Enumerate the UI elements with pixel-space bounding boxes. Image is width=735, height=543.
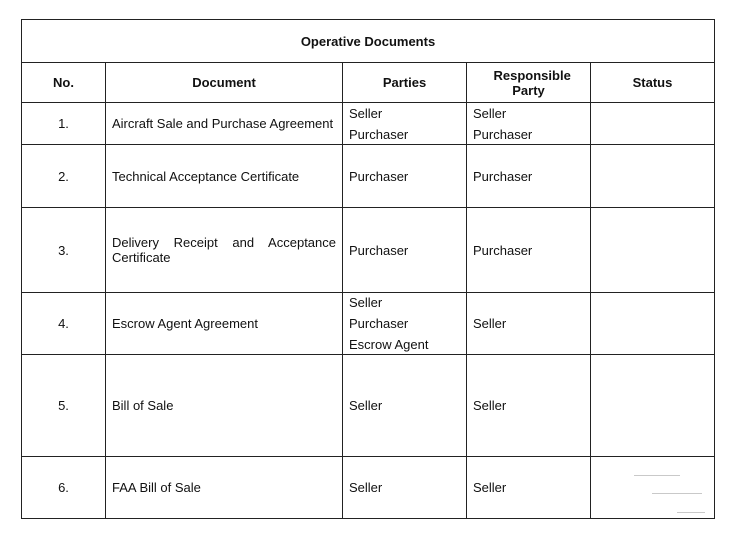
header-no: No. [22,63,106,103]
row-6-no: 6. [22,457,106,518]
table-title: Operative Documents [22,20,714,63]
row-1-status [591,103,714,145]
header-responsible-party: Responsible Party [467,63,591,103]
row-5-document: Bill of Sale [106,355,343,457]
row-6-status [591,457,714,518]
row-5-parties: Seller [343,355,467,457]
row-4-responsible: Seller [467,293,591,355]
row-6-parties: Seller [343,457,467,518]
table-grid [22,63,714,518]
row-6-responsible: Seller [467,457,591,518]
row-3-responsible: Purchaser [467,208,591,293]
row-1-document: Aircraft Sale and Purchase Agreement [106,103,343,145]
row-5-responsible: Seller [467,355,591,457]
row-5-status [591,355,714,457]
row-4-no: 4. [22,293,106,355]
row-4-status [591,293,714,355]
row-4-parties: Seller Purchaser Escrow Agent [343,293,467,355]
row-1-responsible: Seller Purchaser [467,103,591,145]
row-3-parties: Purchaser [343,208,467,293]
row-5-no: 5. [22,355,106,457]
row-4-document: Escrow Agent Agreement [106,293,343,355]
row-3-status [591,208,714,293]
row-2-parties: Purchaser [343,145,467,208]
row-2-responsible: Purchaser [467,145,591,208]
faint-mark [634,475,680,476]
row-3-no: 3. [22,208,106,293]
header-document: Document [106,63,343,103]
row-1-parties: Seller Purchaser [343,103,467,145]
header-status: Status [591,63,714,103]
row-6-document: FAA Bill of Sale [106,457,343,518]
row-3-document: Delivery Receipt and Acceptance Certificate [106,208,343,293]
header-parties: Parties [343,63,467,103]
operative-documents-table [21,19,715,519]
row-2-no: 2. [22,145,106,208]
faint-mark [652,493,702,494]
faint-mark [677,512,705,513]
row-1-no: 1. [22,103,106,145]
row-2-status [591,145,714,208]
row-2-document: Technical Acceptance Certificate [106,145,343,208]
